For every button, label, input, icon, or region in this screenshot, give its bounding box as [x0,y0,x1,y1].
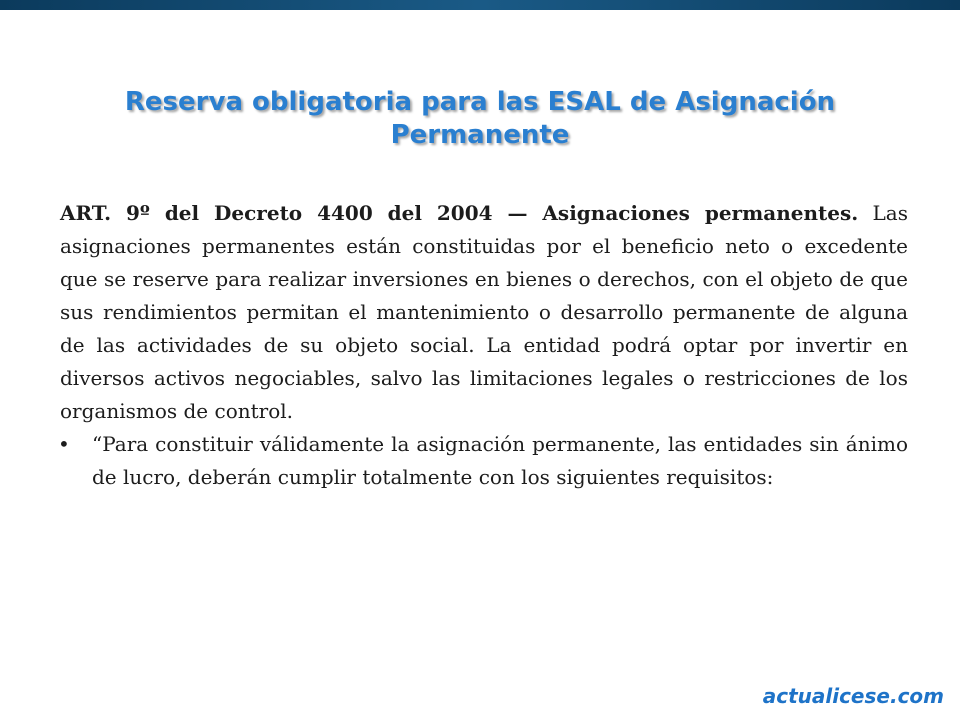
bullet-marker: • [58,432,70,456]
article-heading: ART. 9º del Decreto 4400 del 2004 — Asignaciones permanentes. [60,201,859,225]
bullet-text: “Para constituir válidamente la asignación permanente, las entidades sin ánimo de lucro, deberán cumplir totalmente con los siguientes requisitos: [92,432,908,489]
slide-title: Reserva obligatoria para las ESAL de Asignación Permanente [124,87,836,150]
brand-logo-text: actualicese.com [762,684,944,708]
top-bar [0,0,960,10]
article-body: Las asignaciones permanentes están constituidas por el beneficio neto o excedente que se reserve para realizar inversiones en bienes o derechos, con el objeto de que sus rendimientos permitan el mantenimiento o desarrollo permanente de alguna de las actividades de su objeto social. La entidad podrá optar por invertir en diversos activos negociables, salvo las limitaciones legales o restricciones de los organismos de control. [60,201,908,423]
article-paragraph [60,197,908,428]
bullet-item [58,428,908,494]
